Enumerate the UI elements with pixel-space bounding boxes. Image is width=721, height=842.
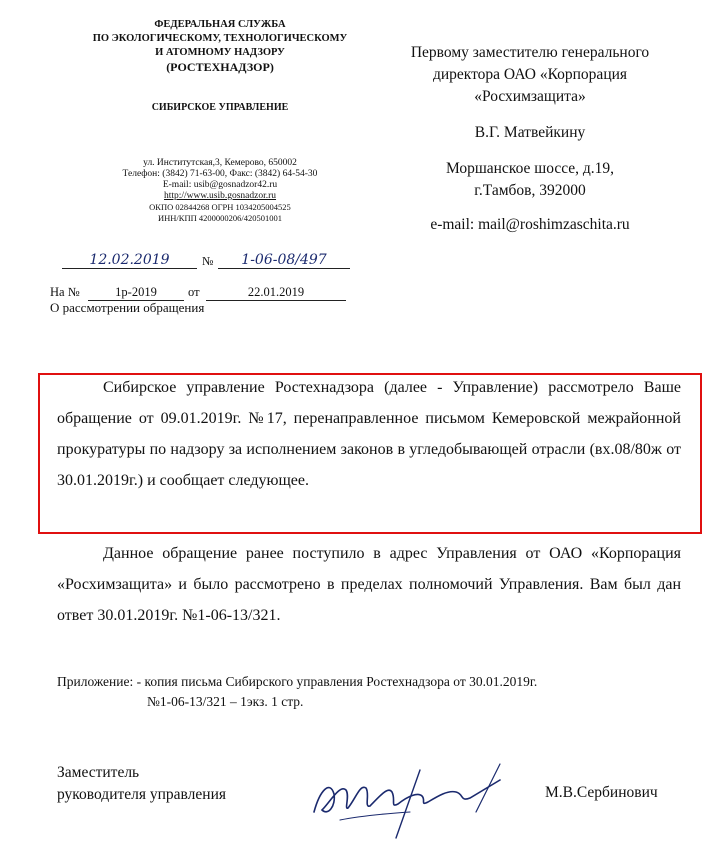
addressee-block bbox=[380, 42, 680, 236]
contact-okpo-ogrn: ОКПО 02844268 ОГРН 1034205004525 bbox=[149, 202, 291, 212]
org-header bbox=[55, 18, 385, 75]
letter-subject: О рассмотрении обращения bbox=[50, 300, 205, 315]
org-line-2: ПО ЭКОЛОГИЧЕСКОМУ, ТЕХНОЛОГИЧЕСКОМУ bbox=[92, 33, 348, 44]
body-paragraph-1: Сибирское управление Ростехнадзора (далее - Управление) рассмотрело Ваше обращение от 09.01.2019г. №17, перенаправленное письмом Кемеровской межрайонной прокуратуры по надзору за исполнением законов в угледобывающей отрасли (вх.08/80ж от 30.01.2019г.) и сообщает следующее. bbox=[57, 379, 681, 489]
body-paragraph-2: Данное обращение ранее поступило в адрес Управления от ОАО «Корпорация «Росхимзащита» и было рассмотрено в пределах полномочий Управления. Вам был дан ответ 30.01.2019г. №1-06-13/321. bbox=[57, 545, 681, 624]
contact-website-link[interactable]: http://www.usib.gosnadzor.ru bbox=[163, 191, 277, 201]
outgoing-number-label: № bbox=[202, 254, 214, 268]
contact-phone-fax: Телефон: (3842) 71-63-00, Факс: (3842) 64-54-30 bbox=[122, 169, 318, 179]
signer-title-line-2: руководителя управления bbox=[57, 786, 227, 803]
org-line-1: ФЕДЕРАЛЬНАЯ СЛУЖБА bbox=[154, 19, 286, 30]
addressee-email: e-mail: mail@roshimzaschita.ru bbox=[430, 216, 630, 233]
signer-name: М.В.Сербинович bbox=[545, 784, 658, 801]
reference-date-label: от bbox=[188, 285, 200, 299]
contact-info bbox=[55, 158, 385, 224]
org-abbreviation: (РОСТЕХНАДЗОР) bbox=[166, 60, 274, 74]
addressee-line-2: директора ОАО «Корпорация bbox=[432, 66, 628, 83]
org-line-3: И АТОМНОМУ НАДЗОРУ bbox=[155, 47, 285, 58]
addressee-name: В.Г. Матвейкину bbox=[474, 124, 586, 141]
addressee-line-1: Первому заместителю генерального bbox=[410, 44, 650, 61]
addressee-line-3: «Росхимзащита» bbox=[474, 88, 586, 105]
attachment-line-1: Приложение: - копия письма Сибирского управления Ростехнадзора от 30.01.2019г. bbox=[57, 674, 538, 689]
department-name: СИБИРСКОЕ УПРАВЛЕНИЕ bbox=[151, 102, 289, 113]
attachment-line-2: №1-06-13/321 – 1экз. 1 стр. bbox=[147, 694, 304, 709]
handwritten-signature-icon bbox=[300, 750, 520, 842]
signer-title-line-1: Заместитель bbox=[57, 764, 140, 781]
contact-email: E-mail: usib@gosnadzor42.ru bbox=[162, 180, 278, 190]
outgoing-number: 1-06-08/497 bbox=[218, 252, 350, 269]
attachment-note bbox=[57, 672, 677, 712]
reference-number: 1р-2019 bbox=[88, 285, 184, 301]
outgoing-date: 12.02.2019 bbox=[62, 252, 197, 269]
contact-address: ул. Институтская,3, Кемерово, 650002 bbox=[143, 158, 297, 168]
registration-line bbox=[40, 250, 350, 272]
addressee-address-line-2: г.Тамбов, 392000 bbox=[474, 182, 586, 199]
contact-inn-kpp: ИНН/КПП 4200000206/420501001 bbox=[158, 213, 282, 223]
signer-title bbox=[57, 762, 226, 806]
reference-date: 22.01.2019 bbox=[206, 285, 346, 301]
reference-number-label: На № bbox=[50, 285, 80, 299]
addressee-address-line-1: Моршанское шоссе, д.19, bbox=[445, 160, 615, 177]
